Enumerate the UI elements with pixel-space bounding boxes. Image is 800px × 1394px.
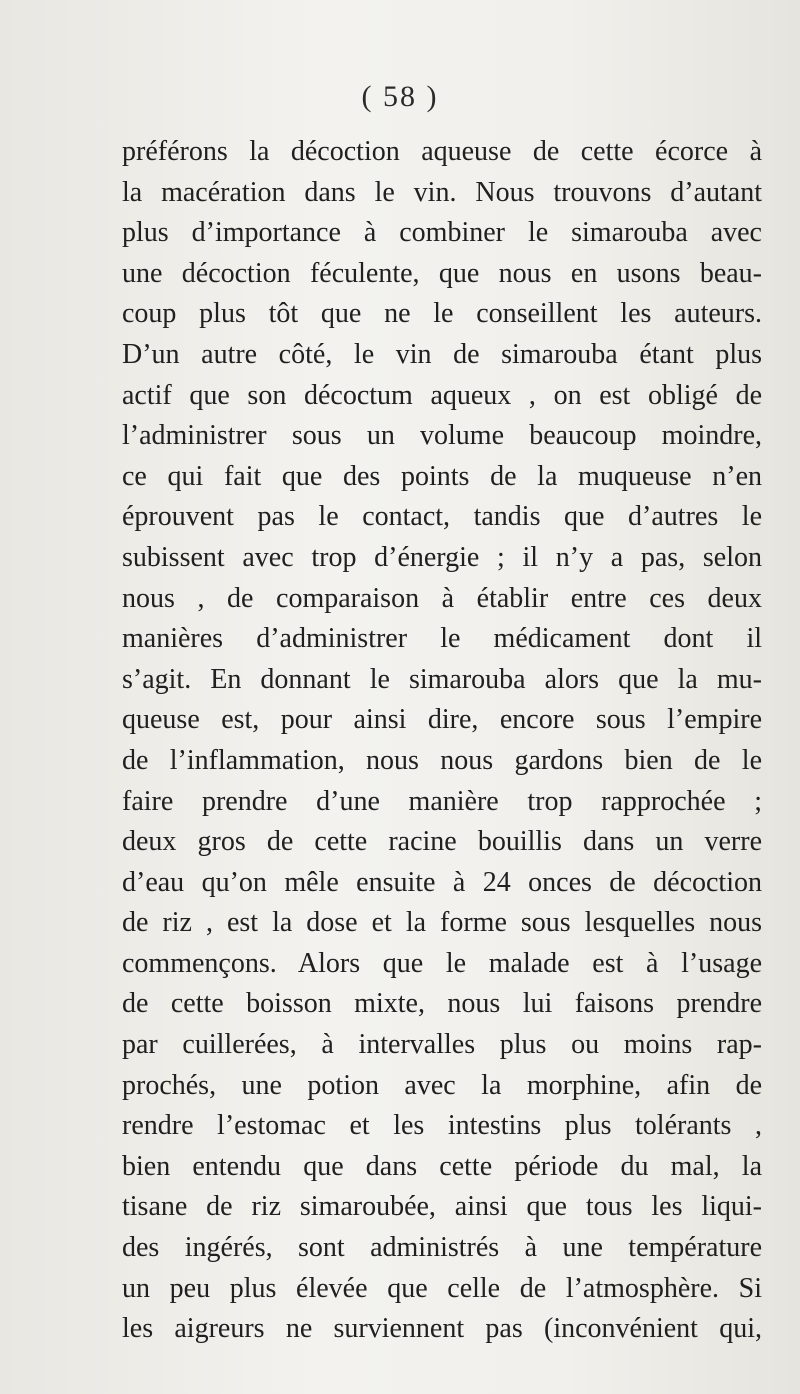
text-line: plus d’importance à combiner le simarouba avec (122, 217, 762, 249)
text-line: s’agit. En donnant le simarouba alors que la mu- (122, 663, 762, 695)
text-line: actif que son décoctum aqueux , on est obligé de (122, 379, 762, 411)
text-line: par cuillerées, à intervalles plus ou moins rap- (122, 1029, 762, 1061)
text-line: faire prendre d’une manière trop rapprochée ; (122, 785, 762, 817)
text-line: un peu plus élevée que celle de l’atmosphère. Si (122, 1272, 762, 1304)
page-number: ( 58 ) (361, 80, 439, 113)
text-line: d’eau qu’on mêle ensuite à 24 onces de décoction (122, 866, 762, 898)
body-text (122, 132, 762, 1350)
text-line: nous , de comparaison à établir entre ces deux (122, 582, 762, 614)
text-line: coup plus tôt que ne le conseillent les auteurs. (122, 298, 762, 330)
text-line: bien entendu que dans cette période du mal, la (122, 1150, 762, 1182)
text-line: tisane de riz simaroubée, ainsi que tous les liqui- (122, 1191, 762, 1223)
text-line: la macération dans le vin. Nous trouvons d’autant (122, 176, 762, 208)
text-line: préférons la décoction aqueuse de cette écorce à (122, 136, 762, 167)
text-line: commençons. Alors que le malade est à l’usage (122, 947, 762, 979)
text-line: ce qui fait que des points de la muqueuse n’en (122, 460, 762, 492)
text-line: rendre l’estomac et les intestins plus tolérants , (122, 1110, 762, 1142)
text-line: queuse est, pour ainsi dire, encore sous l’empire (122, 704, 762, 736)
text-line: prochés, une potion avec la morphine, afin de (122, 1069, 762, 1101)
text-line: éprouvent pas le contact, tandis que d’autres le (122, 501, 762, 533)
text-line: de cette boisson mixte, nous lui faisons prendre (122, 988, 762, 1020)
text-line: de riz , est la dose et la forme sous lesquelles nous (122, 907, 762, 939)
text-line: D’un autre côté, le vin de simarouba étant plus (122, 338, 762, 370)
text-line: manières d’administrer le médicament dont il (122, 623, 762, 655)
text-line: de l’inflammation, nous nous gardons bien de le (122, 744, 762, 776)
text-line: deux gros de cette racine bouillis dans un verre (122, 826, 762, 858)
text-line: subissent avec trop d’énergie ; il n’y a pas, selon (122, 541, 762, 573)
text-line: une décoction féculente, que nous en usons beau- (122, 257, 762, 289)
text-line: les aigreurs ne surviennent pas (inconvénient qui, (122, 1313, 762, 1345)
text-line: l’administrer sous un volume beaucoup moindre, (122, 420, 762, 452)
text-line: des ingérés, sont administrés à une température (122, 1232, 762, 1264)
